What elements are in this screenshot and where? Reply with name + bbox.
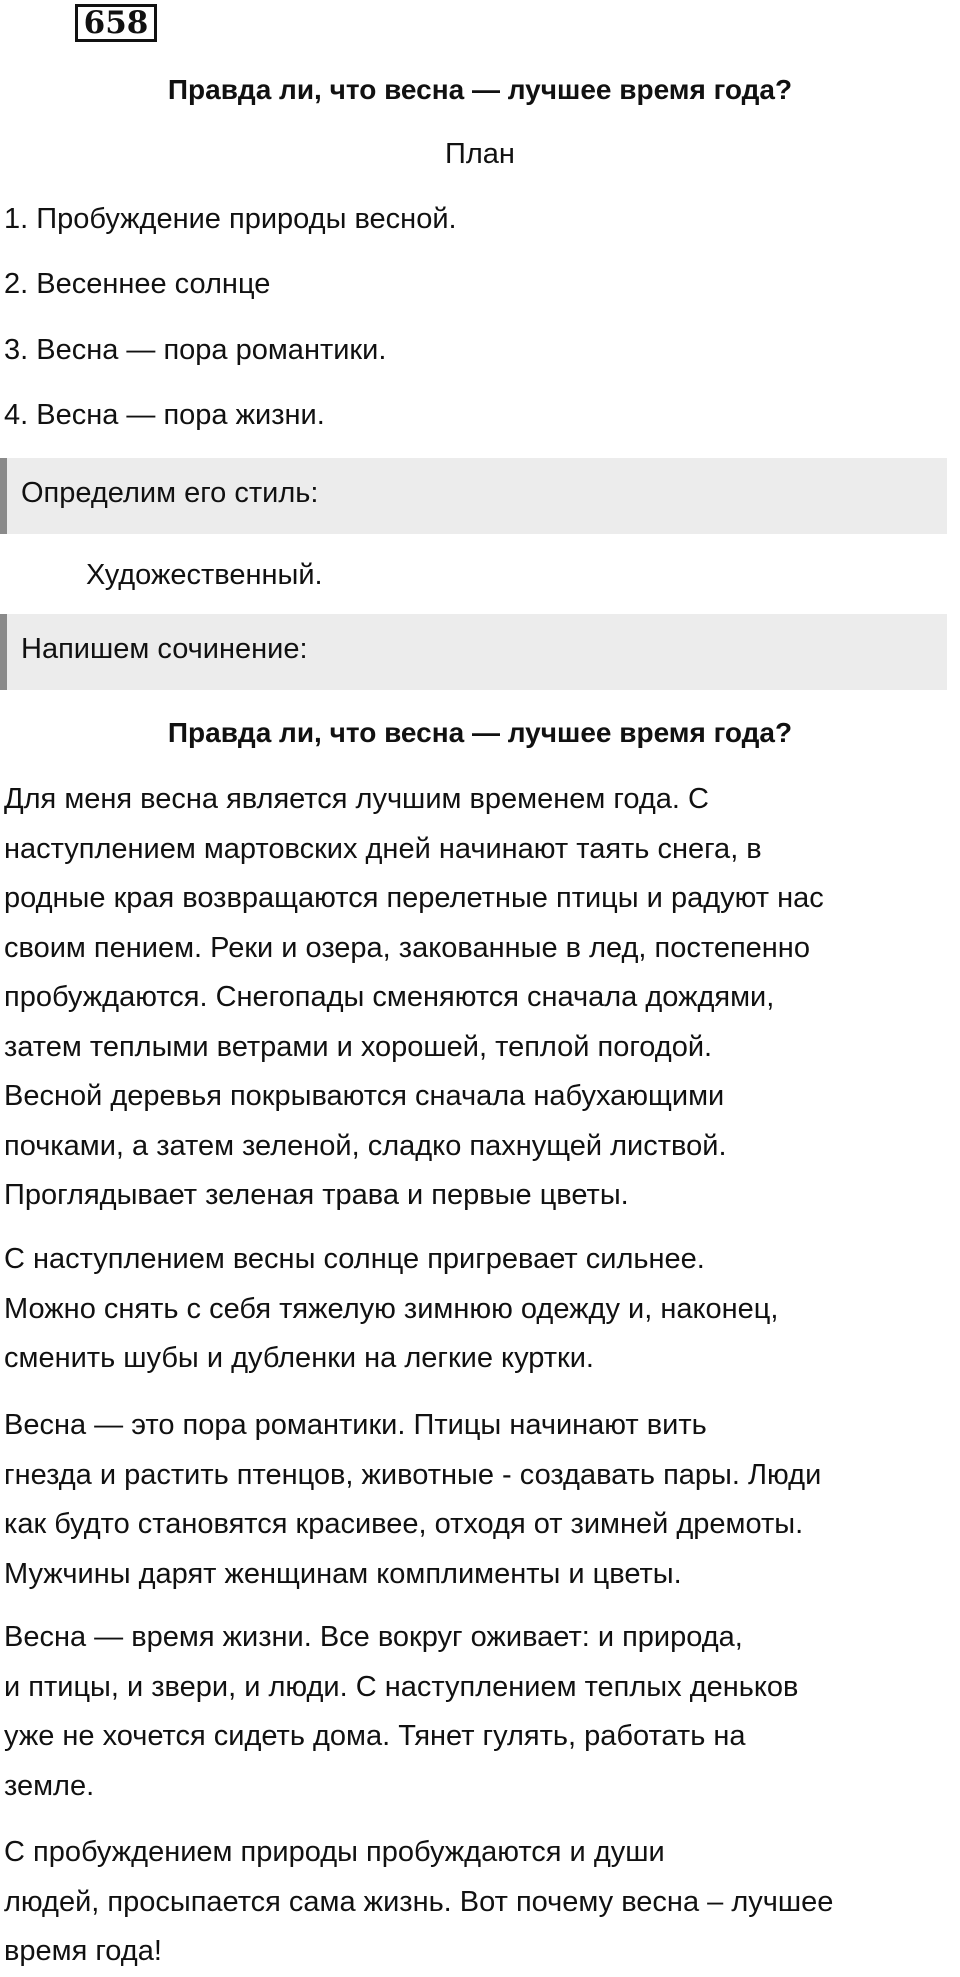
essay-paragraph: С пробуждением природы пробуждаются и души людей, просыпается сама жизнь. Вот почему весна – лучшее время года! xyxy=(4,1836,834,1967)
essay-prompt: Напишем сочинение: xyxy=(21,633,308,665)
plan-item: 2. Весеннее солнце xyxy=(4,268,271,300)
essay-paragraph: Для меня весна является лучшим временем года. С наступлением мартовских дней начинают таять снега, в родные края возвращаются перелетные птицы и радуют нас своим пением. Реки и озера, закованные в лед, постепенно пробуждаются. Снегопады сменяются сначала дождями, затем теплыми ветрами и хорошей, теплой погодой. xyxy=(4,783,824,1063)
style-answer: Художественный. xyxy=(86,559,323,591)
essay-title: Правда ли, что весна — лучшее время года? xyxy=(167,717,793,748)
exercise-number: 658 xyxy=(75,4,157,42)
plan-item: 4. Весна — пора жизни. xyxy=(4,399,325,431)
style-prompt-band xyxy=(0,458,947,534)
style-prompt: Определим его стиль: xyxy=(21,477,319,509)
plan-item: 3. Весна — пора романтики. xyxy=(4,334,387,366)
essay-paragraph: Весна — время жизни. Все вокруг оживает: и природа, и птицы, и звери, и люди. С наступлением теплых деньков уже не хочется сидеть дома. Тянет гулять, работать на земле. xyxy=(4,1621,799,1802)
essay-paragraph: Весной деревья покрываются сначала набухающими почками, а затем зеленой, сладко пахнущей листвой. Проглядывает зеленая трава и первые цветы. xyxy=(4,1080,727,1211)
plan-heading: План xyxy=(445,138,515,170)
essay-prompt-band xyxy=(0,614,947,690)
essay-paragraph: С наступлением весны солнце пригревает сильнее. Можно снять с себя тяжелую зимнюю одежду и, наконец, сменить шубы и дубленки на легкие куртки. xyxy=(4,1243,779,1374)
essay-paragraph: Весна — это пора романтики. Птицы начинают вить гнезда и растить птенцов, животные - создавать пары. Люди как будто становятся красивее, отходя от зимней дремоты. Мужчины дарят женщинам комплименты и цветы. xyxy=(4,1409,822,1590)
page-title: Правда ли, что весна — лучшее время года? xyxy=(167,74,793,105)
plan-item: 1. Пробуждение природы весной. xyxy=(4,203,457,235)
